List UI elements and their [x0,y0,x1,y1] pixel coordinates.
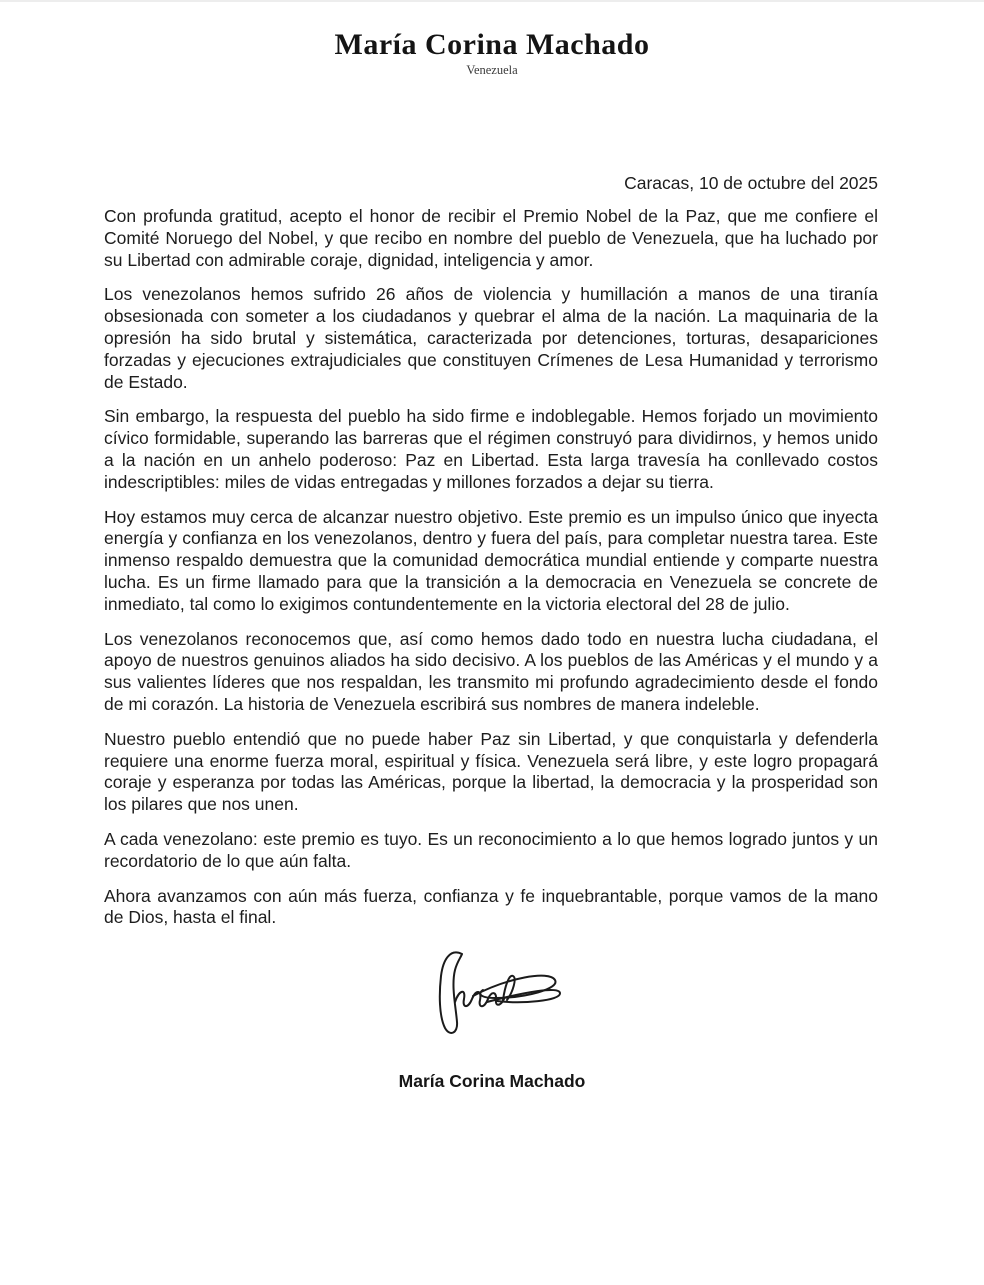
paragraph-allies: Los venezolanos reconocemos que, así como hemos dado todo en nuestra lucha ciudadana, el apoyo de nuestros genuinos aliados ha sido decisivo. A los pueblos de las Américas y el mundo y a sus valientes líderes que nos respaldan, les transmito mi profundo agradecimiento desde el fondo de mi corazón. La historia de Venezuela escribirá sus nombres de manera indeleble. [104,628,878,714]
dateline: Caracas, 10 de octubre del 2025 [624,173,878,193]
letter-body [104,206,878,929]
paragraph-suffering: Los venezolanos hemos sufrido 26 años de violencia y humillación a manos de una tiranía obsesionada con someter a los ciudadanos y quebrar el alma de la nación. La maquinaria de la opresión ha sido brutal y sistemática, caracterizada por detenciones, torturas, desapariciones forzadas y ejecuciones extrajudiciales que constituyen Crímenes de Lesa Humanidad y terrorismo de Estado. [104,284,878,392]
signature-block [0,946,984,1092]
paragraph-peace-freedom: Nuestro pueblo entendió que no puede haber Paz sin Libertad, y que conquistarla y defenderla requiere una enorme fuerza moral, espiritual y física. Venezuela será libre, y este logro propagará coraje y esperanza por todas las Américas, porque la libertad, la democracia y la prosperidad son los pilares que nos unen. [104,728,878,815]
signature-name: María Corina Machado [398,1071,586,1092]
handwritten-signature-icon [417,946,567,1038]
paragraph-resistance: Sin embargo, la respuesta del pueblo ha sido firme e indoblegable. Hemos forjado un movimiento cívico formidable, superando las barreras que el régimen construyó para dividirnos, y hemos unido a la nación en un anhelo poderoso: Paz en Libertad. Esta larga travesía ha conllevado costos indescriptibles: miles de vidas entregadas y millones forzados a dejar su tierra. [104,406,878,492]
paragraph-objective: Hoy estamos muy cerca de alcanzar nuestro objetivo. Este premio es un impulso único que inyecta energía y confianza en los venezolanos, dentro y fuera del país, para completar nuestra tarea. Este inmenso respaldo demuestra que la comunidad democrática mundial entiende y comparte nuestra lucha. Es un firme llamado para que la transición a la democracia en Venezuela se concrete de inmediato, tal como lo exigimos contundentemente en la victoria electoral del 28 de julio. [104,506,878,614]
paragraph-closing: Ahora avanzamos con aún más fuerza, confianza y fe inquebrantable, porque vamos de la mano de Dios, hasta el final. [104,885,878,928]
paragraph-gratitude: Con profunda gratitud, acepto el honor de recibir el Premio Nobel de la Paz, que me confiere el Comité Noruego del Nobel, y que recibo en nombre del pueblo de Venezuela, que ha luchado por su Libertad con admirable coraje, dignidad, inteligencia y amor. [104,206,878,270]
paragraph-dedication: A cada venezolano: este premio es tuyo. Es un reconocimiento a lo que hemos logrado juntos y un recordatorio de lo que aún falta. [104,828,878,871]
letterhead [0,2,984,78]
letterhead-subtitle: Venezuela [466,63,518,77]
letterhead-name: María Corina Machado [334,28,650,61]
